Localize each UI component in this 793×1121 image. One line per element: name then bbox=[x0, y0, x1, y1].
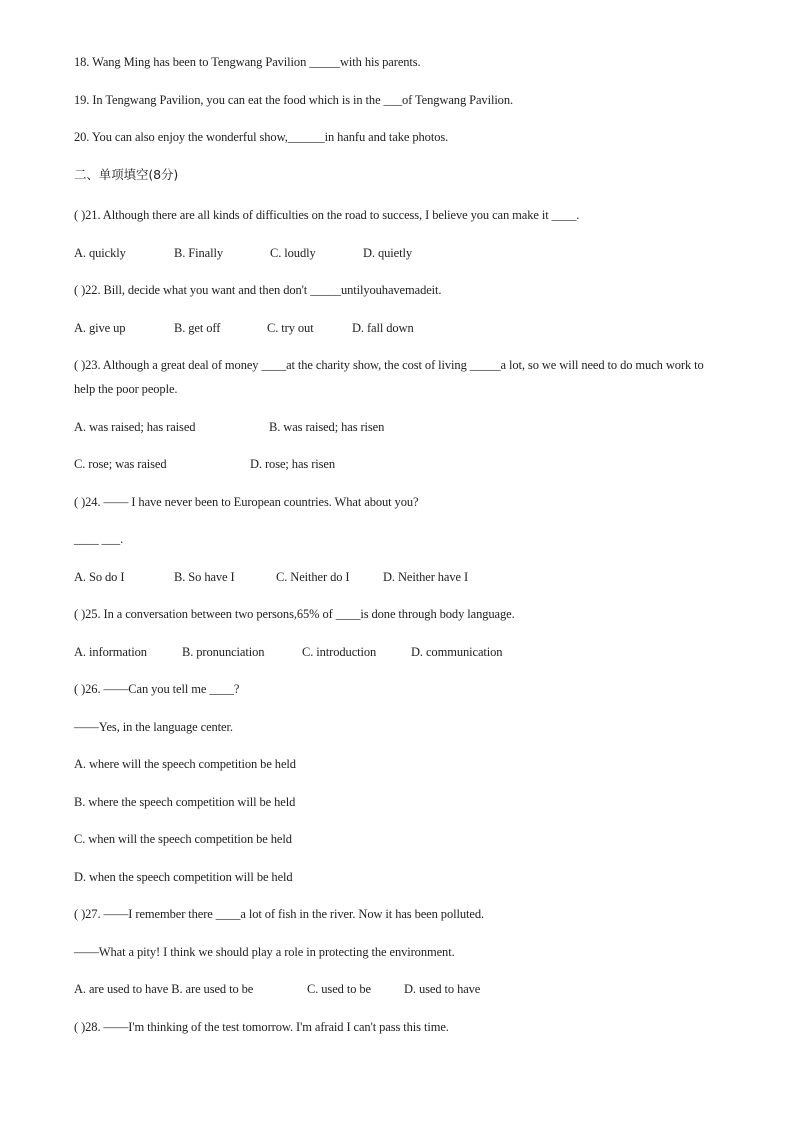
option-b: B. pronunciation bbox=[182, 645, 265, 659]
option-a: A. give up bbox=[74, 321, 126, 335]
question-25-options bbox=[74, 644, 502, 660]
option-a: A. quickly bbox=[74, 246, 126, 260]
question-18: 18. Wang Ming has been to Tengwang Pavilion _____with his parents. bbox=[74, 55, 421, 69]
question-28: ( )28. ——I'm thinking of the test tomorrow. I'm afraid I can't pass this time. bbox=[74, 1020, 449, 1034]
question-27: ( )27. ——I remember there ____a lot of fish in the river. Now it has been polluted. bbox=[74, 907, 484, 921]
option-a: A. So do I bbox=[74, 570, 125, 584]
question-26-option-a: A. where will the speech competition be held bbox=[74, 757, 296, 771]
question-26: ( )26. ——Can you tell me ____? bbox=[74, 682, 240, 696]
question-26-option-b: B. where the speech competition will be held bbox=[74, 795, 296, 809]
option-d: D. Neither have I bbox=[383, 570, 469, 584]
option-d: D. communication bbox=[411, 645, 503, 659]
option-d: D. rose; has risen bbox=[250, 457, 335, 471]
question-21-options bbox=[74, 245, 412, 261]
option-b: B. get off bbox=[174, 321, 221, 335]
option-b: B. was raised; has risen bbox=[269, 420, 385, 434]
option-a: A. was raised; has raised bbox=[74, 420, 196, 434]
question-23-options-cd bbox=[74, 456, 335, 472]
question-26-option-c: C. when will the speech competition be held bbox=[74, 832, 292, 846]
option-c: C. Neither do I bbox=[276, 570, 350, 584]
option-c: C. used to be bbox=[307, 982, 371, 996]
option-c: C. loudly bbox=[270, 246, 316, 260]
option-c: C. try out bbox=[267, 321, 314, 335]
question-21: ( )21. Although there are all kinds of difficulties on the road to success, I believe you can make it ____. bbox=[74, 208, 580, 222]
question-25: ( )25. In a conversation between two persons,65% of ____is done through body language. bbox=[74, 607, 515, 621]
question-24-answer-blank: ____ ___. bbox=[74, 532, 124, 546]
question-23: ( )23. Although a great deal of money ____at the charity show, the cost of living _____a lot, so we will need to do much work to help the poor people. bbox=[74, 358, 704, 396]
option-d: D. fall down bbox=[352, 321, 414, 335]
option-c: C. rose; was raised bbox=[74, 457, 167, 471]
option-d: D. used to have bbox=[404, 982, 481, 996]
option-d: D. quietly bbox=[363, 246, 412, 260]
question-27-options bbox=[74, 981, 480, 997]
question-26-option-d: D. when the speech competition will be held bbox=[74, 870, 293, 884]
option-a: A. information bbox=[74, 645, 147, 659]
option-b: B. Finally bbox=[174, 246, 224, 260]
option-c: C. introduction bbox=[302, 645, 377, 659]
option-ab: A. are used to have B. are used to be bbox=[74, 982, 254, 996]
question-23-options-ab bbox=[74, 419, 384, 435]
option-b: B. So have I bbox=[174, 570, 235, 584]
question-27-reply: ——What a pity! I think we should play a role in protecting the environment. bbox=[74, 945, 455, 959]
question-24: ( )24. —— I have never been to European countries. What about you? bbox=[74, 495, 419, 509]
question-19: 19. In Tengwang Pavilion, you can eat the food which is in the ___of Tengwang Pavilion. bbox=[74, 93, 514, 107]
question-20: 20. You can also enjoy the wonderful show,______in hanfu and take photos. bbox=[74, 130, 449, 144]
question-22: ( )22. Bill, decide what you want and then don't _____untilyouhavemadeit. bbox=[74, 283, 442, 297]
question-22-options bbox=[74, 320, 414, 336]
question-24-options bbox=[74, 569, 468, 585]
question-26-reply: ——Yes, in the language center. bbox=[74, 720, 233, 734]
section-heading: 二、单项填空(8分) bbox=[74, 167, 179, 182]
